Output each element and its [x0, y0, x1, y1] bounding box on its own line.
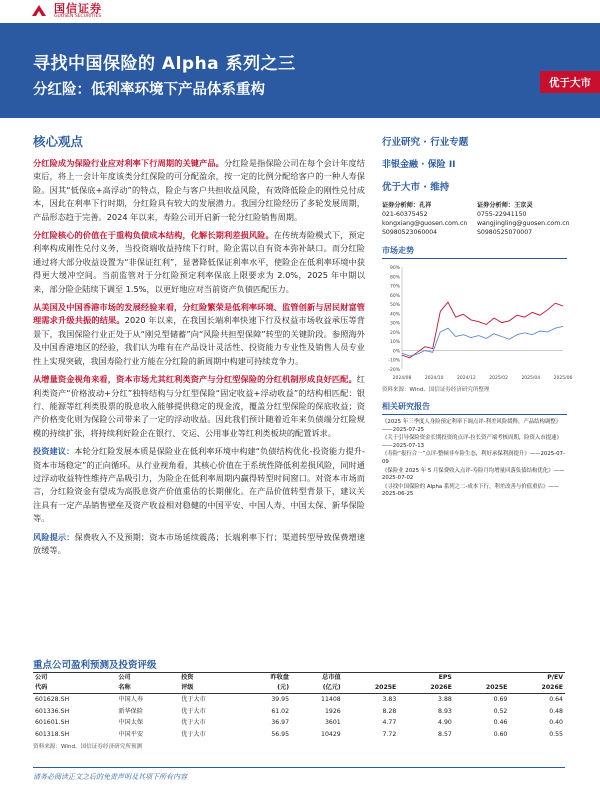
analyst-1-name: 证券分析师：孔祥	[382, 202, 432, 209]
related-report-item[interactable]: 《寿险“报行合一”点评-整顿非车险生态，利好承保利润提升》——2025-07-09	[382, 451, 565, 465]
related-reports-list	[382, 419, 567, 499]
related-report-item[interactable]: 《关于引导保险资金长期投资的点评-拉长资产端考核周期，险资入市提速》——2025-07-13	[382, 435, 562, 449]
x-tick-label: 2025/06	[553, 376, 573, 381]
related-report-item[interactable]: 《2025 年三季度人身险预定利率下调点评-利差风险缓释，产品结构调整》——2025-07-25	[382, 419, 562, 433]
market-trend-heading: 市场走势	[382, 245, 567, 259]
cell-pev-2026: 0.64	[549, 696, 563, 703]
market-trend-chart	[382, 263, 573, 383]
col-mcap-sub: (亿元)	[291, 683, 343, 694]
analyst-2-name: 证券分析师：王京灵	[477, 202, 533, 209]
analyst-1-phone: 021-60375452	[382, 211, 428, 218]
y-tick-label: 0%	[392, 349, 400, 355]
y-tick-label: 80%	[389, 275, 400, 281]
y-tick-label: 60%	[389, 293, 400, 299]
cell-eps-2025: 3.83	[382, 696, 397, 703]
y-tick-label: -20%	[388, 368, 400, 373]
y-tick-label: 30%	[389, 321, 400, 327]
cell-mcap: 10429	[321, 730, 341, 738]
x-tick-label: 2024/08	[392, 376, 412, 381]
core-viewpoint-heading: 核心观点	[33, 134, 84, 149]
cell-pev-2025: 0.60	[493, 730, 508, 738]
analyst-2	[477, 201, 570, 237]
cell-name: 中国太保	[118, 719, 144, 726]
paragraph-investment: 投资建议：本轮分红险发展本质是保险业在低利率环境中构建“负债结构优化-投资能力提升-资本市场稳定”的正向循环。从行业视角看，其核心价值在于系统性降低利差损风险，同时通过浮动收益特性维持产品吸引力，为险企在低利率周期内赢得转型时间窗口。对资本市场而言，分红险资金有望成为高股息资产价值重估的长期催化。在产品价值转型背景下，建议关注具有一定产品销售壁垒及资产收益相对稳健的中国平安、中国人寿、中国太保、新华保险等。	[33, 446, 365, 524]
paragraph-3: 从美国及中国香港市场的发展经验来看，分红险繁荣是低利率环境、监管创新与居民财富管理需求升级共振的结果。2020 年以来，在我国长端利率快速下行及权益市场收益承压等背景下，我国保险行业正处于从“刚兑型储蓄”向“风险共担型保障”转型的关键阶段。参照海外及中国香港地区的经验，我们认为唯有在产品设计灵活性、投资能力专业性及销售人员专业性上实现突破，我国寿险行业方能在分红险的新周期中构建可持续竞争力。	[33, 302, 365, 366]
guosen-logo-icon	[30, 4, 48, 18]
related-report-item[interactable]: 《寻找中国保险的 Alpha 系列之二-成本下行，利差改善与价值重估》——2025-06-25	[382, 483, 560, 498]
table-source: 资料来源：Wind、国信证券经济研究所预测	[33, 744, 143, 750]
col-name: 公司	[116, 673, 179, 684]
cell-price: 39.95	[271, 696, 290, 703]
main-body	[33, 132, 365, 562]
report-title: 寻找中国保险的 Alpha 系列之三	[33, 54, 296, 74]
analyst-2-cert: S0980525070007	[477, 229, 533, 236]
related-report-item[interactable]: 《保险业 2025 年 5 月保费收入点评-寿险月均增量回落负债结构优化》——2025-07-02	[382, 467, 565, 482]
cell-pev-2025: 0.52	[493, 707, 508, 715]
analyst-2-phone: 0755-22941150	[477, 211, 527, 218]
cell-price: 56.95	[271, 730, 290, 738]
industry-label: 非银金融 · 保险 II	[382, 160, 456, 170]
cell-code: 601336.SH	[35, 707, 70, 715]
x-tick-label: 2025/04	[521, 376, 541, 381]
rating-label: 优于大市 · 维持	[382, 182, 450, 193]
title-banner	[0, 23, 600, 118]
cell-pev-2025: 0.46	[493, 719, 508, 726]
x-tick-label: 2025/02	[489, 376, 508, 381]
x-tick-label: 2024/12	[457, 376, 476, 381]
footer-divider	[33, 767, 565, 768]
paragraph-2: 分红险核心的价值在于重构负债成本结构，化解长期利差损风险。在传统寿险模式下，预定利率构成刚性兑付义务，当投资端收益持续下行时，险企需以自有资本弥补缺口。而分红险通过将大部分收益设置为“非保证红利”，显著降低保证利率水平，使险企在低利率环境中获得更大缓冲空间。当前监管对于分红险预定利率保底上限要求为 2.0%，2025 年中期以来，部分险企陆续下调至 1.5%，以更好地应对当前资产负债匹配压力。	[33, 230, 365, 294]
cell-pev-2026: 0.40	[549, 719, 563, 726]
y-tick-label: 70%	[389, 284, 400, 290]
cell-code: 601628.SH	[35, 696, 70, 703]
paragraph-1: 分红险成为保险行业应对利率下行周期的关键产品。分红险是指保险公司在每个会计年度结束后，将上一会计年度该类分红保险的可分配盈余，按一定的比例分配给客户的一种人寿保险。因其“低保底+高浮动”的特点，险企与客户共担收益风险，有效降低险企的刚性兑付成本，因此在利率下行时期，分红险具有较大的发展潜力。我国分红险经历了多轮发展周期，产品形态趋于完善。2024 年以来，寿险公司开启新一轮分红险销售周期。	[33, 158, 365, 222]
cell-pev-2026: 0.48	[549, 707, 563, 715]
y-tick-label: 90%	[389, 266, 400, 271]
col-eps-2026: 2026E	[398, 683, 454, 694]
cell-rating: 优于大市	[181, 696, 206, 703]
cell-mcap: 3601	[324, 719, 341, 726]
col-name-sub: 名称	[116, 683, 179, 694]
table-row	[33, 706, 565, 718]
table-row	[33, 694, 565, 706]
col-pev-2025: 2025E	[454, 683, 510, 694]
company-logo	[30, 0, 102, 22]
x-tick-label: 2024/10	[424, 376, 444, 381]
cell-name: 中国人寿	[118, 696, 144, 703]
col-price-sub: (元)	[242, 683, 291, 694]
col-eps-2025: 2025E	[343, 683, 399, 694]
report-category: 行业研究 · 行业专题	[382, 137, 469, 148]
cell-rating: 优于大市	[181, 707, 206, 715]
analyst-2-email[interactable]: wangjingling@guosen.com.cn	[477, 220, 570, 227]
col-eps: EPS	[343, 673, 454, 684]
related-reports-heading: 相关研究报告	[382, 401, 567, 415]
analyst-block	[382, 201, 570, 237]
col-price: 昨收盘	[242, 673, 291, 684]
cell-code: 601318.SH	[35, 730, 70, 738]
cell-eps-2026: 3.88	[438, 696, 452, 703]
cell-eps-2025: 7.72	[382, 730, 397, 738]
col-code-sub: 代码	[33, 683, 116, 694]
series-line	[402, 302, 563, 358]
logo-text-en: GUOSEN SECURITIES	[54, 13, 102, 19]
table-row	[33, 729, 565, 741]
col-mcap: 总市值	[291, 673, 343, 684]
cell-price: 61.02	[271, 707, 290, 715]
cell-eps-2025: 8.28	[382, 707, 397, 715]
cell-price: 36.97	[271, 719, 290, 726]
sidebar	[382, 134, 573, 500]
rating-tag: 优于大市	[540, 71, 600, 93]
earnings-table-title: 重点公司盈利预测及投资评级	[33, 660, 157, 671]
y-tick-label: 40%	[389, 312, 400, 318]
cell-eps-2026: 4.90	[438, 719, 452, 726]
footer-disclaimer: 请务必阅读正文之后的免责声明及其项下所有内容	[33, 773, 187, 781]
cell-pev-2026: 0.55	[549, 730, 563, 738]
col-pev-2026: 2026E	[509, 683, 565, 694]
y-tick-label: 10%	[389, 340, 400, 346]
analyst-1-cert: S0980523060004	[382, 229, 438, 236]
cell-mcap: 1926	[324, 707, 341, 715]
analyst-1-email[interactable]: kongxiang@guosen.com.cn	[382, 220, 468, 227]
cell-eps-2026: 8.93	[438, 707, 452, 715]
cell-pev-2025: 0.69	[493, 696, 508, 703]
logo-text-cn: 国信证券	[54, 1, 102, 15]
cell-rating: 优于大市	[181, 730, 206, 738]
paragraph-4: 从增量资金视角来看，资本市场尤其红利类资产与分红型保险的分红机制形成良好匹配。红利类资产“价格波动+分红”独特结构与分红型保险“固定收益+浮动收益”的结构相匹配：银行、能源等红利类股票的股息收入能够提供稳定的现金流，覆盖分红型保险的保底收益；资产价格变化则为保险公司带来了一定的浮动收益。因此我们预计随着近年来负债端分红险规模的持续扩张，将持续利好险企在银行、交运、公用事业等红利类板块的配置诉求。	[33, 374, 365, 438]
cell-code: 601601.SH	[35, 719, 70, 726]
cell-name: 中国平安	[118, 730, 144, 738]
cell-rating: 优于大市	[181, 719, 206, 726]
col-rating: 投资	[179, 673, 242, 684]
cell-name: 新华保险	[118, 707, 144, 715]
report-subtitle: 分红险：低利率环境下产品体系重构	[33, 82, 265, 98]
col-rating-sub: 评级	[179, 683, 242, 694]
table-row	[33, 717, 565, 729]
analyst-1	[382, 201, 471, 237]
cell-mcap: 11408	[321, 696, 341, 703]
series-line	[402, 326, 563, 356]
cell-eps-2025: 4.77	[382, 719, 397, 726]
y-tick-label: -10%	[388, 358, 400, 364]
y-tick-label: 20%	[389, 330, 400, 336]
col-code: 公司	[33, 673, 116, 684]
trend-chart-svg	[382, 263, 573, 383]
earnings-table	[33, 672, 565, 740]
cell-eps-2026: 8.57	[438, 730, 452, 738]
col-pev: P/EV	[454, 673, 565, 684]
paragraph-risk: 风险提示：保费收入不及预期；资本市场延续震荡；长端利率下行；渠道转型导致保费增速放缓等。	[33, 531, 365, 555]
y-tick-label: 50%	[389, 303, 400, 309]
chart-source: 资料来源：Wind、国信证券经济研究所整理	[382, 387, 490, 393]
